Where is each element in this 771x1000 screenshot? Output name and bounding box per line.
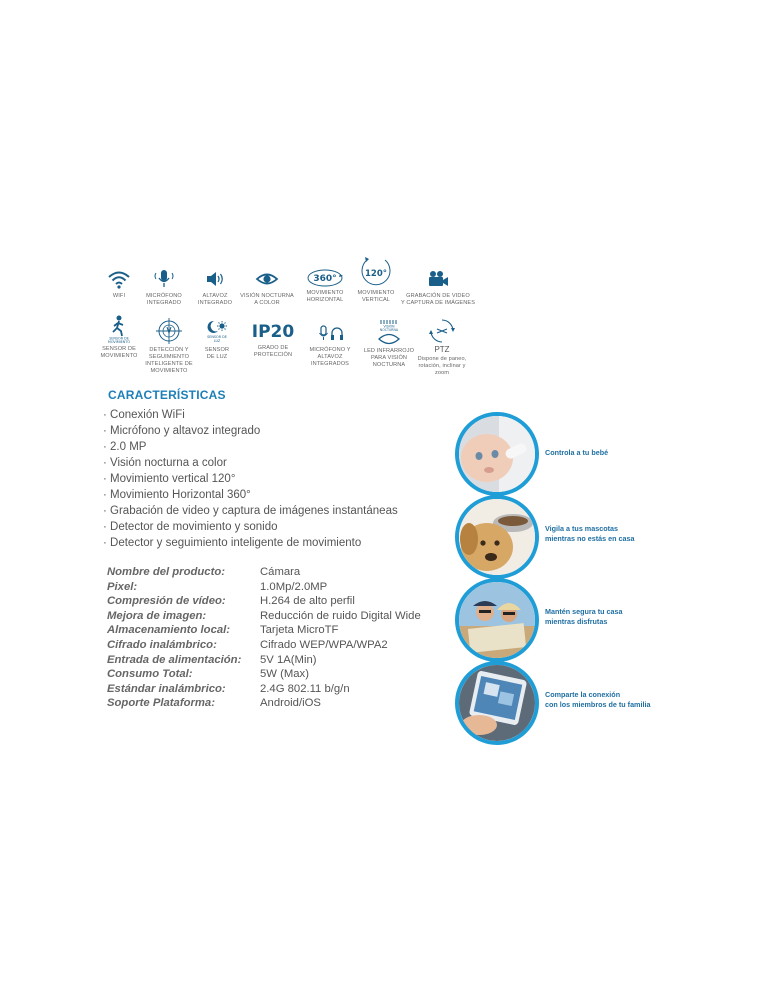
spec-value: 2.4G 802.11 b/g/n [260,682,350,695]
list-item: · Detector de movimiento y sonido [103,521,278,533]
light-sensor-text-2: LUZ [213,339,221,343]
caption-line: Mantén segura tu casa [545,607,623,616]
list-item: · Visión nocturna a color [103,457,227,469]
spec-key: Mejora de imagen: [107,609,207,622]
baby-photo [455,412,539,496]
feature-label-1: MOVIMIENTO [357,290,395,296]
feature-label: WIFI [112,293,126,299]
spec-row [107,653,421,668]
specs-table [107,565,421,711]
feature-label-1: Dispone de paneo, [417,356,467,362]
feature-label-1: SENSOR [204,347,230,353]
feature-label-2: SEGUIMIENTO [148,354,190,360]
feature-label-2: MOVIMIENTO [100,353,138,359]
pet-caption [545,524,635,543]
feature-label-1: GRADO DE [257,345,289,351]
feature-label-2: Y CAPTURA DE IMÁGENES [400,300,476,306]
baby-caption [545,448,608,458]
spec-key: Estándar inalámbrico: [107,682,226,695]
caption-line: Comparte la conexión [545,690,621,699]
feature-label-1: DETECCIÓN Y [149,347,189,353]
spec-key: Nombre del producto: [107,566,225,578]
spec-row [107,682,421,697]
rotate-120-text: 120° [365,269,387,279]
feature-label-1: MOVIMIENTO [306,290,344,296]
travel-caption [545,607,623,626]
characteristics-list [103,407,398,551]
feature-label-1: SENSOR DE [102,346,136,352]
caption-line: Controla a tu bebé [545,448,609,457]
spec-value: Reducción de ruido Digital Wide [260,609,421,622]
spec-row [107,667,421,682]
rotate-360-text: 360° [313,274,337,284]
caption-line: mientras disfrutas [545,616,608,626]
infrared-text-1: VISIÓN [383,324,395,329]
caption-line: con los miembros de tu familia [545,699,651,709]
eye-icon [254,268,280,290]
share-caption [545,690,650,709]
spec-key: Almacenamiento local: [107,624,231,637]
feature-label-1: GRABACIÓN DE VIDEO [406,293,470,299]
list-item: · 2.0 MP [103,441,147,453]
feature-label-2: PARA VISIÓN [370,355,408,361]
spec-row [107,609,421,624]
feature-label-2: ALTAVOZ [317,354,343,360]
light-sensor-text-1: SENSOR DE [207,335,227,339]
crosshair-icon [155,318,183,344]
spec-value: 5W (Max) [260,668,309,681]
pet-photo [455,495,539,579]
feature-label-1: MICRÓFONO Y [309,347,351,353]
feature-ptz [405,318,479,377]
spec-value: 1.0Mp/2.0MP [260,580,328,593]
feature-grabacion [400,268,476,307]
spec-key: Cifrado inalámbrico: [107,638,217,651]
rotate-120-icon [359,254,393,290]
infrared-led-icon [375,318,403,346]
motion-sensor-icon [106,315,132,343]
infrared-text-2: NOCTURNA [379,328,399,332]
spec-key: Soporte Plataforma: [107,697,215,710]
ip20-icon: IP20 [251,322,295,342]
feature-label-2: A COLOR [254,300,280,306]
motion-sensor-text-1: SENSOR DE [109,336,129,341]
mic-speaker-icon [316,322,344,344]
caption-line: mientras no estás en casa [545,533,635,543]
feature-label-3: zoom [434,370,450,376]
spec-row [107,638,421,653]
list-item: · Conexión WiFi [103,409,185,421]
spec-key: Pixel: [107,580,138,593]
caption-line: Vigila a tus mascotas [545,524,618,533]
feature-label-1: LED INFRARROJO [363,348,415,354]
share-photo [455,661,539,745]
microphone-icon [151,268,177,290]
spec-row [107,696,421,711]
spec-value: Cifrado WEP/WPA/WPA2 [260,638,388,651]
spec-key: Consumo Total: [107,668,193,681]
list-item: · Movimiento Horizontal 360° [103,489,251,501]
feature-label-2: rotación, inclinar y [418,363,466,369]
video-camera-icon [426,268,450,290]
list-item: · Detector y seguimiento inteligente de movimiento [103,537,362,549]
spec-value: Tarjeta MicroTF [260,624,339,637]
motion-sensor-text-2: MOVIMIENTO [107,340,131,343]
spec-row [107,594,421,609]
feature-label-2: INTEGRADO [197,300,233,306]
feature-label-2: DE LUZ [206,354,228,360]
spec-row [107,623,421,638]
feature-label-1: MICRÓFONO [146,293,182,299]
spec-value: Android/iOS [260,697,321,710]
spec-value: H.264 de alto perfil [260,595,355,608]
characteristics-title: CARACTERÍSTICAS [108,388,226,402]
travel-photo [455,578,539,662]
feature-label-1: VISIÓN NOCTURNA [240,293,294,299]
feature-label-3: NOCTURNA [372,362,406,368]
spec-key: Compresión de vídeo: [107,595,226,608]
speaker-icon [204,268,226,290]
ptz-text: PTZ [434,345,450,354]
feature-label-2: PROTECCIÓN [253,352,293,358]
feature-label-3: INTEGRADOS [311,361,349,367]
light-sensor-icon [204,318,230,344]
ptz-icon [428,318,456,344]
list-item: · Grabación de video y captura de imágenes instantáneas [103,505,398,517]
feature-label-3: INTELIGENTE DE [145,361,193,367]
feature-label-4: MOVIMIENTO [150,368,188,374]
feature-label-2: HORIZONTAL [306,297,344,303]
spec-key: Entrada de alimentación: [107,653,242,666]
feature-label-2: VERTICAL [361,297,391,303]
list-item: · Micrófono y altavoz integrado [103,425,261,437]
feature-label-2: INTEGRADO [146,300,182,306]
feature-label-1: ALTAVOZ [202,293,228,299]
spec-value: 5V 1A(Min) [260,653,317,666]
spec-value: Cámara [260,566,301,578]
list-item: · Movimiento vertical 120° [103,473,236,485]
spec-row [107,580,421,595]
spec-row [107,565,421,580]
